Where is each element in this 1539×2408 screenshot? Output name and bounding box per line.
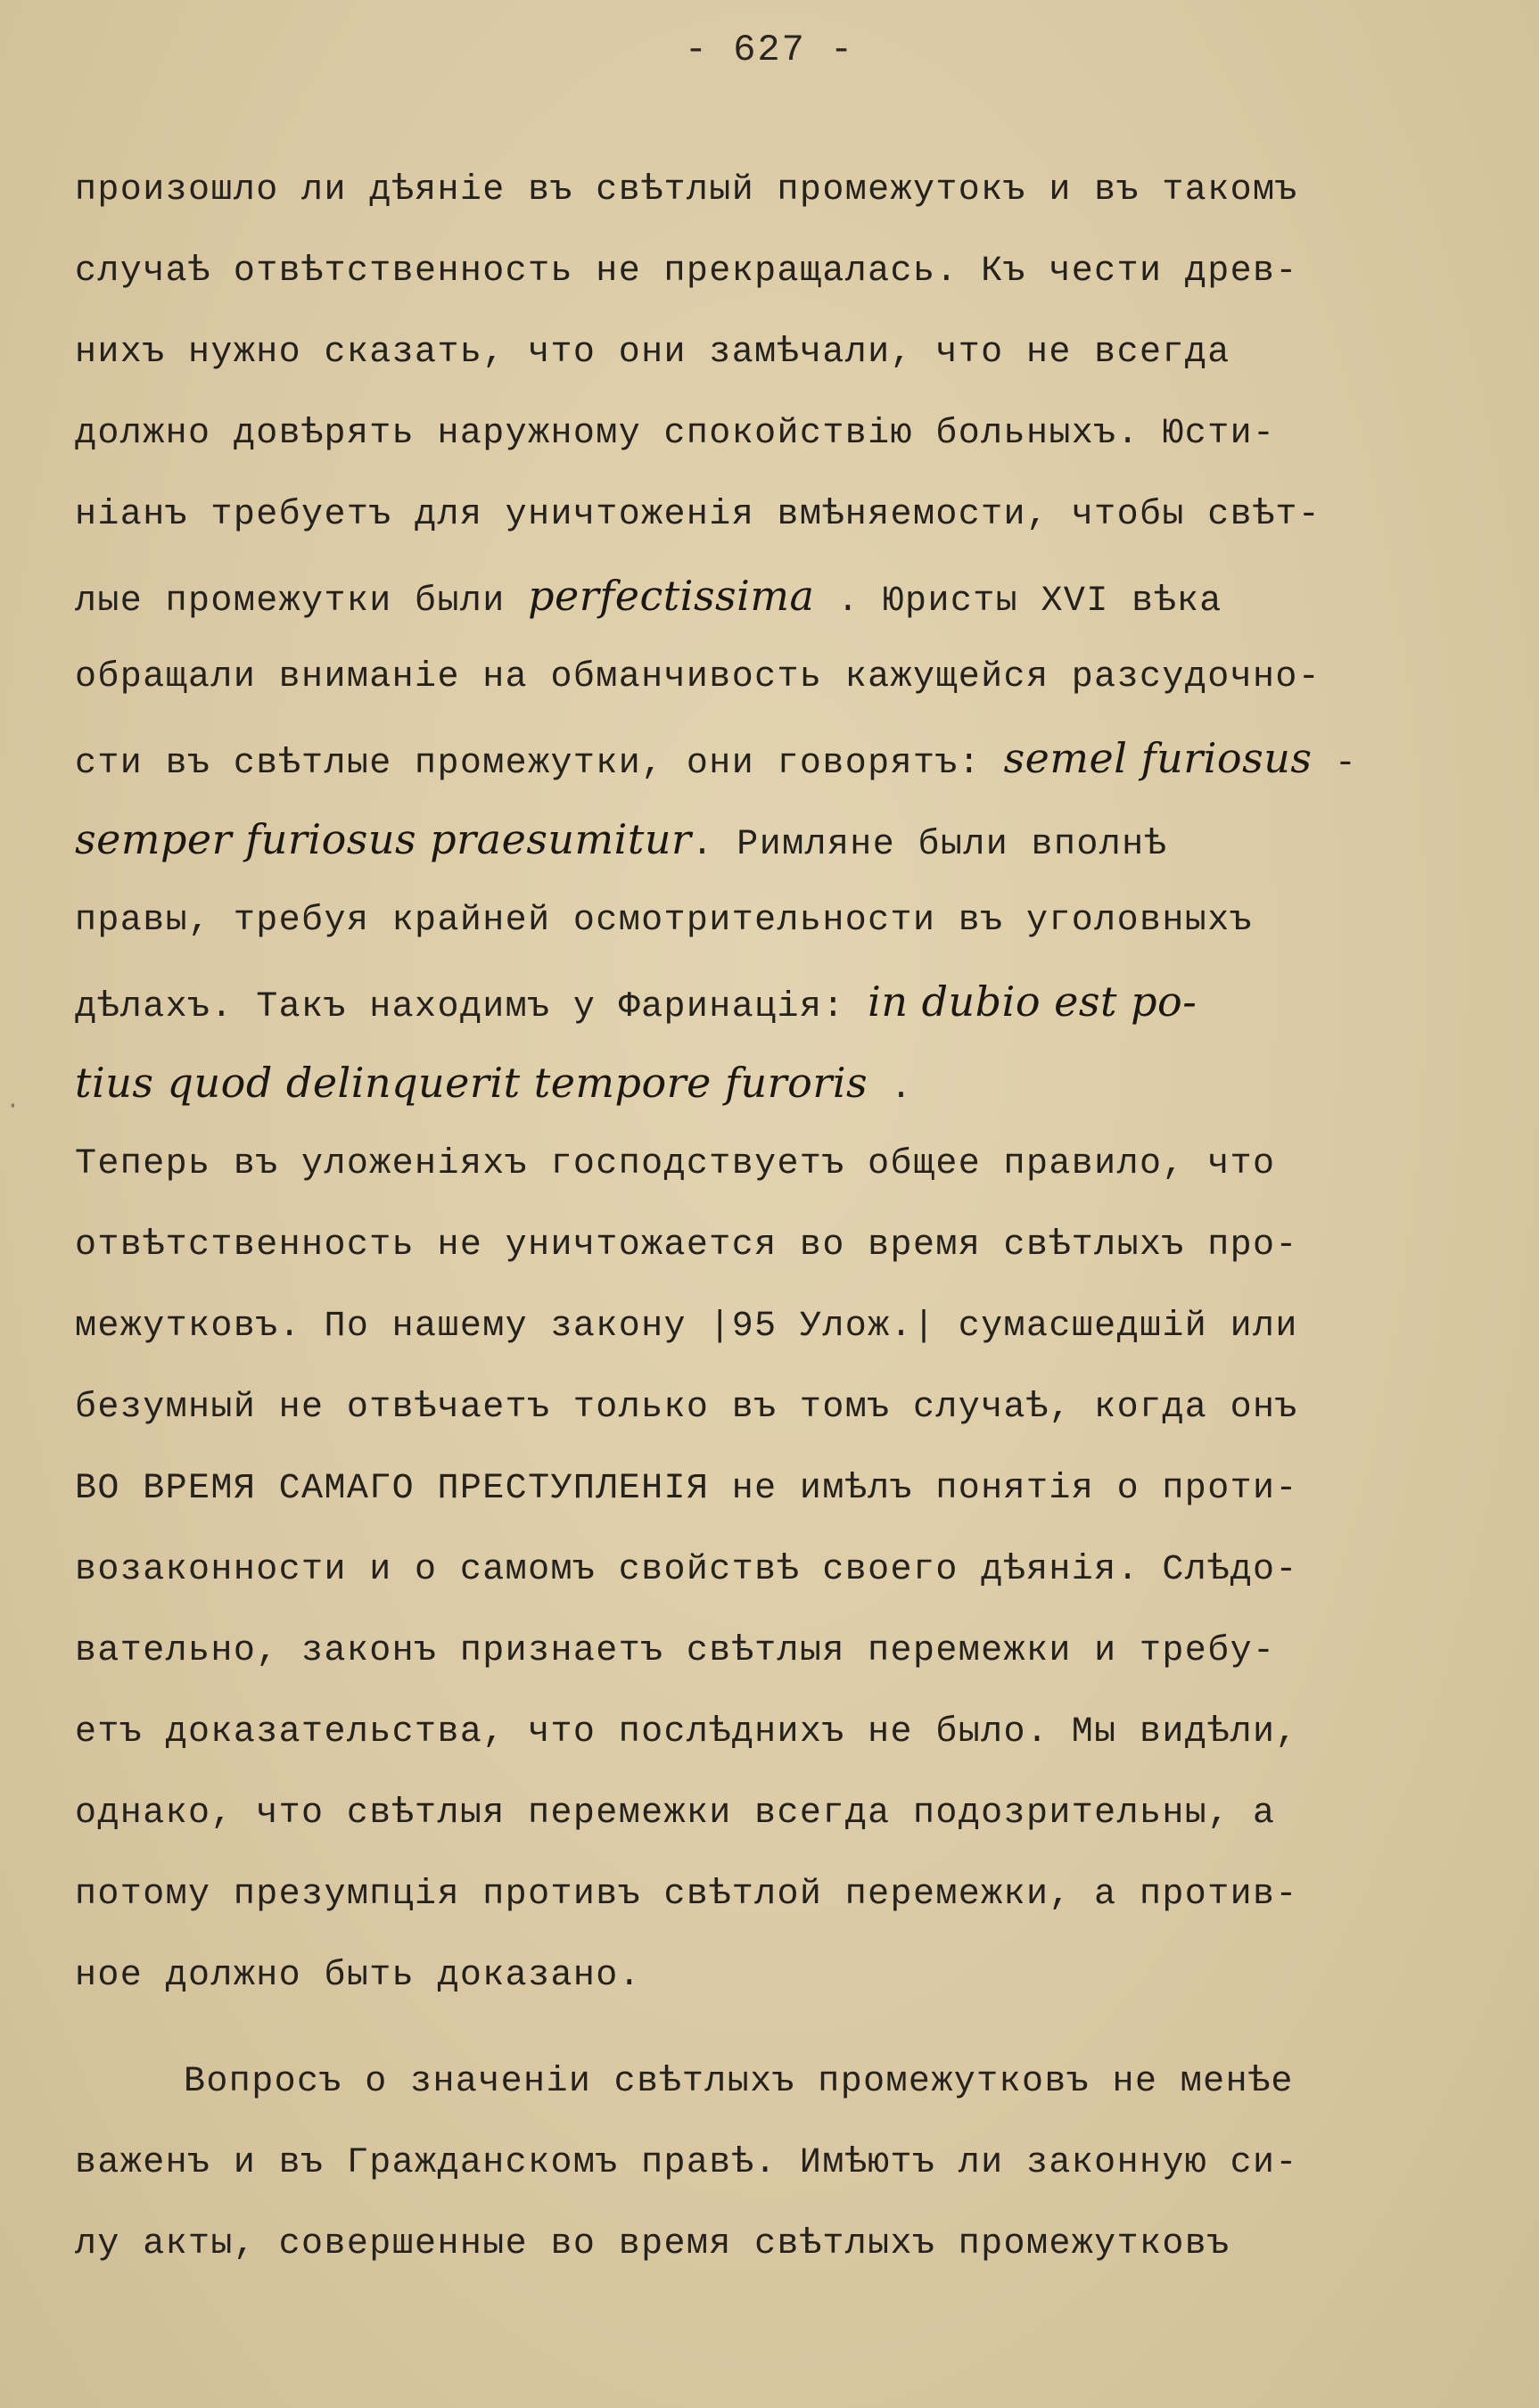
text-line: лые промежутки были perfectissima . Юристы XVI вѣка [75,572,1222,622]
text-line: дѣлахъ. Такъ находимъ у Фаринація: in dubio est po- [75,977,1197,1027]
text-line: лу акты, совершенные во время свѣтлыхъ промежутковъ [75,2224,1230,2264]
text-line: semper furiosus praesumitur. Римляне были вполнѣ [75,815,1167,865]
text-line: однако, что свѣтлыя перемежки всегда подозрительны, а [75,1794,1276,1834]
text-line: обращали вниманіе на обманчивость кажущейся разсудочно- [75,657,1321,697]
page-number: - 627 - [684,29,855,71]
text-line: межутковъ. По нашему закону |95 Улож.| сумасшедшій или [75,1307,1298,1347]
text-line: потому презумпція противъ свѣтлой перемежки, а против- [75,1875,1298,1915]
body-text [75,150,1484,2285]
text-line: должно довѣрять наружному спокойствію больныхъ. Юсти- [75,414,1276,454]
text-line: етъ доказательства, что послѣднихъ не было. Мы видѣли, [75,1712,1298,1752]
margin-speck: · [5,1093,21,1120]
text-line: правы, требуя крайней осмотрительности въ уголовныхъ [75,901,1254,941]
text-line: ВО ВРЕМЯ САМАГО ПРЕСТУПЛЕНІЯ не имѣлъ понятія о проти- [75,1469,1298,1509]
text-line: ное должно быть доказано. [75,1956,642,1996]
handwritten-latin: in dubio est po- [868,977,1197,1026]
text-line: вательно, законъ признаетъ свѣтлыя перемежки и требу- [75,1631,1276,1671]
text-line: нихъ нужно сказать, что они замѣчали, что не всегда [75,333,1230,373]
handwritten-latin: perfectissima [528,572,815,620]
text-line: отвѣтственность не уничтожается во время свѣтлыхъ про- [75,1225,1298,1266]
text-line: случаѣ отвѣтственность не прекращалась. Къ чести древ- [75,252,1298,292]
handwritten-latin: tius quod delinquerit tempore furoris [75,1059,868,1107]
text-line: произошло ли дѣяніе въ свѣтлый промежутокъ и въ такомъ [75,170,1298,210]
paragraph-start-line: Вопросъ о значеніи свѣтлыхъ промежутковъ не менѣе [184,2062,1294,2102]
text-line: tius quod delinquerit tempore furoris . [75,1059,913,1109]
text-line: возаконности и о самомъ свойствѣ своего дѣянія. Слѣдо- [75,1550,1298,1590]
text-line: сти въ свѣтлые промежутки, они говорятъ: semel furiosus - [75,734,1358,784]
text-line: безумный не отвѣчаетъ только въ томъ случаѣ, когда онъ [75,1388,1298,1428]
text-line: важенъ и въ Гражданскомъ правѣ. Имѣютъ ли законную си- [75,2143,1298,2183]
handwritten-latin: semper furiosus praesumitur [75,815,692,863]
text-line: ніанъ требуетъ для уничтоженія вмѣняемости, чтобы свѣт- [75,495,1321,535]
text-line: Теперь въ уложеніяхъ господствуетъ общее правило, что [75,1144,1276,1184]
handwritten-latin: semel furiosus [1003,734,1313,782]
